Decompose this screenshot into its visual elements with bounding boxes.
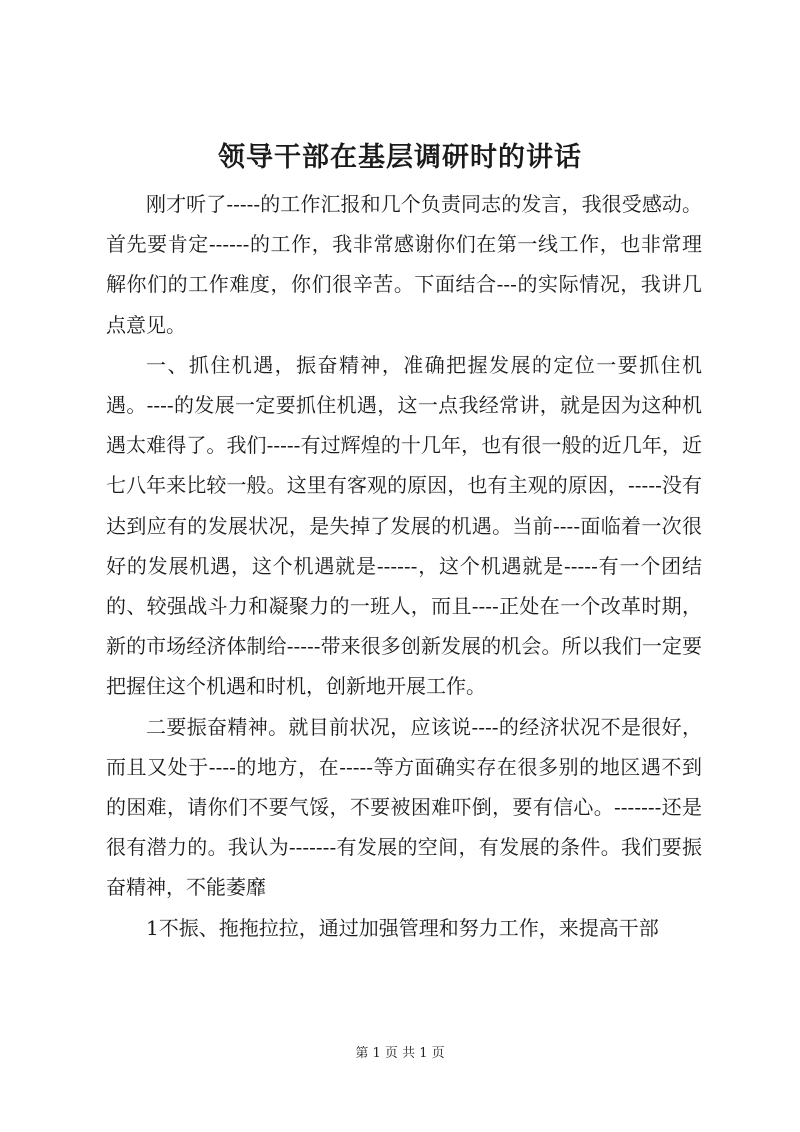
paragraph-seize-opportunity: 一、抓住机遇，振奋精神，准确把握发展的定位一要抓住机遇。----的发展一定要抓住机遇，这一点我经常讲，就是因为这种机遇太难得了。我们-----有过辉煌的十几年，也有很一般的近几年，近七八年来比较一般。这里有客观的原因，也有主观的原因，-----没有达到应有的发展状况，是失掉了发展的机遇。当前----面临着一次很好的发展机遇，这个机遇就是------，这个机遇就是-----有一个团结的、较强战斗力和凝聚力的一班人，而且----正处在一个改革时期，新的市场经济体制给-----带来很多创新发展的机会。所以我们一定要把握住这个机遇和时机，创新地开展工作。 xyxy=(106,352,702,699)
document-title: 领导干部在基层调研时的讲话 xyxy=(218,142,582,173)
page-footer: 第 1 页 共 1 页 xyxy=(355,1046,445,1061)
paragraph-boost-spirit: 二要振奋精神。就目前状况，应该说----的经济状况不是很好，而且又处于----的地方，在-----等方面确实存在很多别的地区遇不到的困难，请你们不要气馁，不要被困难吓倒，要有信心。-------还是很有潜力的。我认为-------有发展的空间，有发展的条件。我们要振奋精神，不能萎靡 xyxy=(106,714,702,900)
document-body xyxy=(106,184,702,948)
paragraph-continuation: 1不振、拖拖拉拉，通过加强管理和努力工作，来提高干部 xyxy=(146,915,659,940)
paragraph-intro: 刚才听了-----的工作汇报和几个负责同志的发言，我很受感动。首先要肯定------的工作，我非常感谢你们在第一线工作，也非常理解你们的工作难度，你们很辛苦。下面结合---的实际情况，我讲几点意见。 xyxy=(106,192,702,337)
